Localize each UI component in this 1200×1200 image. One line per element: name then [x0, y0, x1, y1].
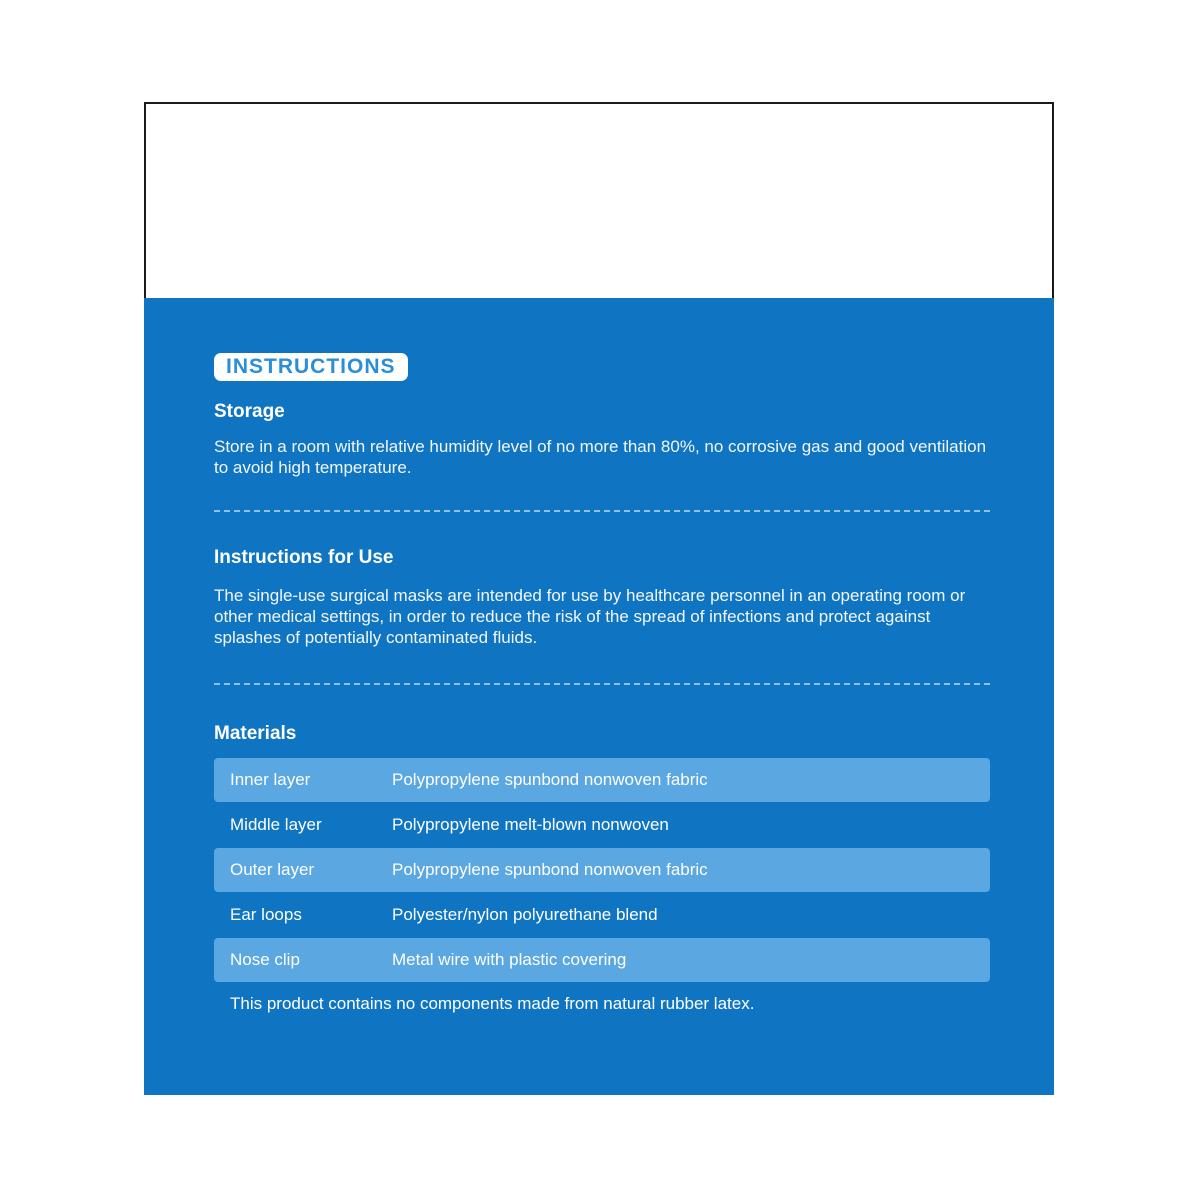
material-value: Polyester/nylon polyurethane blend: [392, 905, 658, 924]
table-row: [214, 893, 990, 937]
storage-text: Store in a room with relative humidity level of no more than 80%, no corrosive gas and good ventilation to avoid high temperature.: [214, 437, 987, 477]
divider: [214, 510, 990, 512]
latex-footnote: This product contains no components made from natural rubber latex.: [230, 994, 755, 1013]
materials-title: Materials: [214, 723, 297, 744]
table-row: [214, 848, 990, 892]
material-value: Metal wire with plastic covering: [392, 950, 627, 969]
materials-table: [214, 758, 990, 983]
material-value: Polypropylene spunbond nonwoven fabric: [392, 770, 708, 789]
material-name: Nose clip: [230, 950, 300, 969]
instructions-panel: [144, 298, 1054, 1095]
material-name: Inner layer: [230, 770, 311, 789]
use-title: Instructions for Use: [214, 547, 394, 568]
table-row: [214, 938, 990, 982]
material-value: Polypropylene spunbond nonwoven fabric: [392, 860, 708, 879]
use-text: The single-use surgical masks are intended for use by healthcare personnel in an operating room or other medical settings, in order to reduce the risk of the spread of infections and protect against splashes of potentially contaminated fluids.: [214, 586, 966, 647]
divider: [214, 683, 990, 685]
material-name: Middle layer: [230, 815, 322, 834]
storage-title: Storage: [214, 401, 285, 422]
instructions-badge: INSTRUCTIONS: [214, 353, 408, 381]
material-name: Ear loops: [230, 905, 302, 924]
table-row: [214, 803, 990, 847]
table-row: [214, 758, 990, 802]
material-name: Outer layer: [230, 860, 315, 879]
material-value: Polypropylene melt-blown nonwoven: [392, 815, 669, 834]
